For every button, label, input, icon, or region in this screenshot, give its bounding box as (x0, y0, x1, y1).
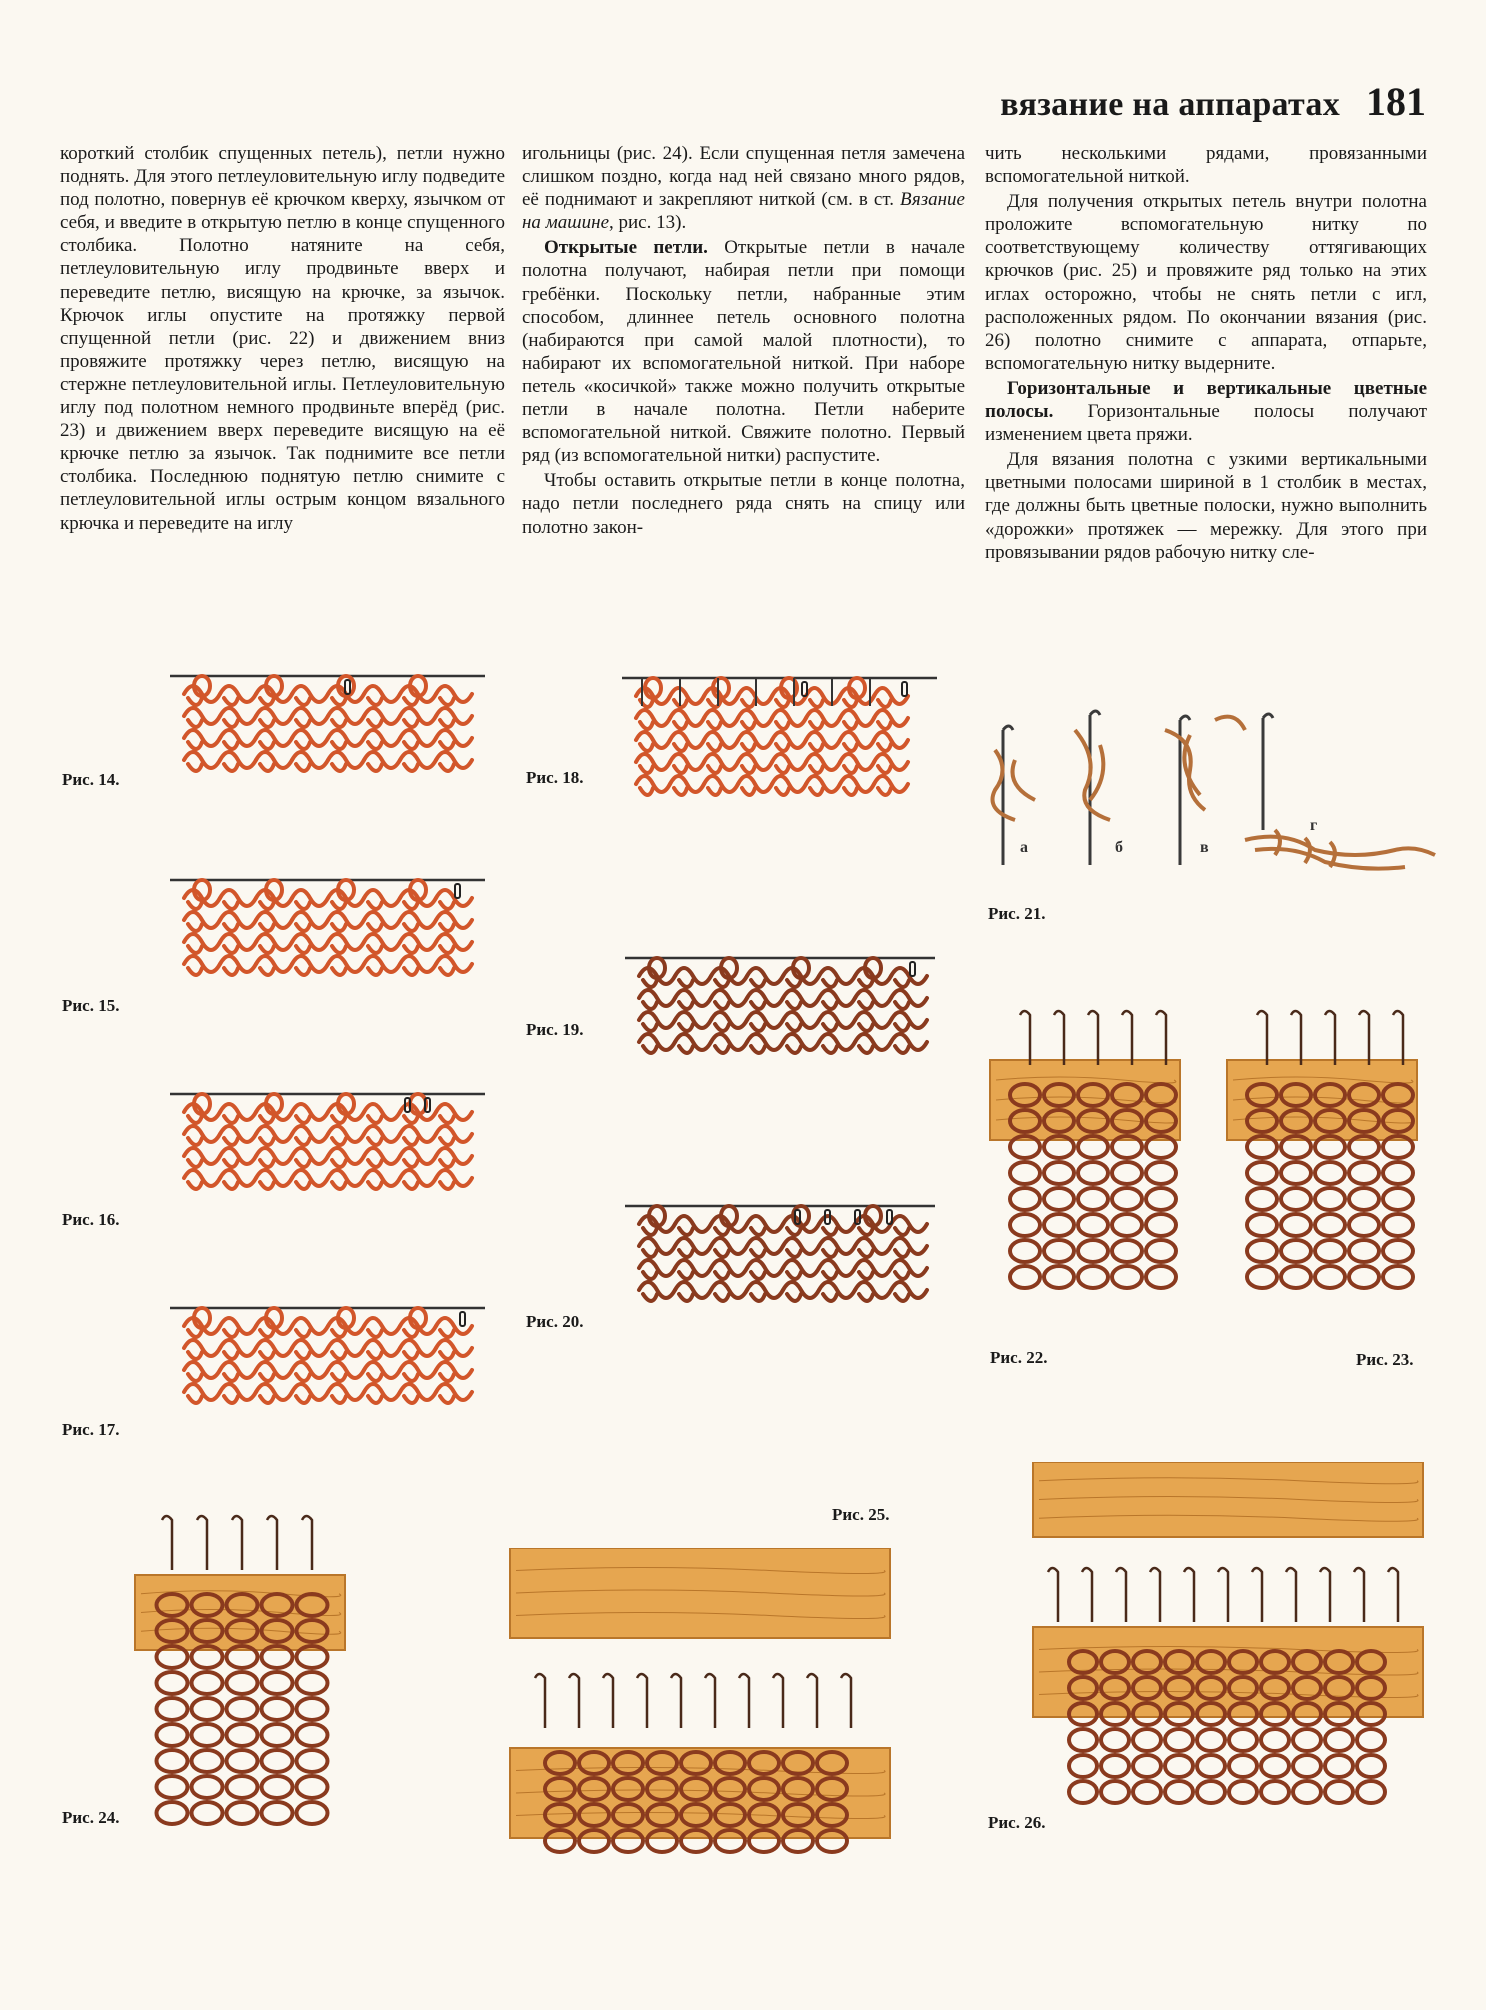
caption-fig-25: Рис. 25. (832, 1505, 890, 1524)
fig21-label-v: в (1200, 839, 1209, 856)
caption-fig-21: Рис. 21. (988, 904, 1046, 923)
text-column-2 (522, 142, 965, 541)
figure-14-stitch-diagram (170, 668, 490, 808)
figure-22-machine-diagram (985, 1000, 1185, 1310)
figure-24-machine-diagram (130, 1505, 350, 1835)
paragraph: игольницы (рис. 24). Если спущенная петля замечена слишком поздно, когда над ней связано много рядов, её поднимают и закрепляют ниткой (см. в ст. Вязание на машине, рис. 13). (522, 143, 965, 234)
caption-fig-24: Рис. 24. (62, 1808, 120, 1827)
caption-fig-18: Рис. 18. (526, 768, 584, 787)
paragraph: Для вязания полотна с узкими вертикальными цветными полосами шириной в 1 столбик в местах, где должны быть цветные полоски, нужно выполнить «дорожки» протяжек — мережку. Для этого при провязывании рядов рабочую нитку сле- (985, 449, 1427, 563)
caption-fig-14: Рис. 14. (62, 770, 120, 789)
figure-21-hook-steps (975, 690, 1440, 890)
figure-19-stitch-diagram (625, 950, 940, 1090)
figure-26-machine-diagram (1028, 1462, 1428, 1827)
paragraph: чить несколькими рядами, провязанными вспомогательной ниткой. (985, 143, 1427, 188)
caption-fig-20: Рис. 20. (526, 1312, 584, 1331)
text-column-3 (985, 142, 1427, 566)
caption-fig-16: Рис. 16. (62, 1210, 120, 1229)
figure-15-stitch-diagram (170, 872, 490, 1012)
section-title: вязание на аппаратах (1000, 86, 1340, 123)
paragraph: Чтобы оставить открытые петли в конце полотна, надо петли последнего ряда снять на спицу или полотно закон- (522, 470, 965, 538)
paragraph: короткий столбик спущенных петель), петли нужно поднять. Для этого петлеуловительную иглу подведите под полотно, повернув её крючком кверху, язычком от себя, и введите в открытую петлю в конце спущенного столбика. Полотно натяните на себя, петлеуловительную иглу продвиньте вверх и переведите петлю, висящую на крючке, за язычок. Крючок иглы опустите на протяжку первой спущенной петли (рис. 22) и движением вниз провяжите протяжку через петлю, висящую на стержне петлеуловительной иглы. Петлеуловительную иглу под полотном немного продвиньте вперёд (рис. 23) и движением вверх переведите висящую на её крючке петлю за язычок. Так поднимите все петли столбика. Последнюю поднятую петлю снимите с петлеуловительной иглы острым концом вязального крючка и переведите на иглу (60, 143, 505, 534)
figure-20-stitch-diagram (625, 1198, 940, 1338)
figure-16-stitch-diagram (170, 1086, 490, 1226)
caption-fig-17: Рис. 17. (62, 1420, 120, 1439)
figure-25-machine-diagram (505, 1548, 895, 1858)
figure-23-machine-diagram (1222, 1000, 1422, 1310)
running-header (1000, 78, 1426, 125)
paragraph: Для получения открытых петель внутри полотна проложите вспомогательную нитку по соответствующему количеству оттягивающих крючков (рис. 25) и провяжите ряд только на этих иглах осторожно, чтобы не снять петли с игл, расположенных рядом. По окончании вязания (рис. 26) полотно снимите с аппарата, отпарьте, вспомогательную нитку выдерните. (985, 191, 1427, 374)
fig21-label-g: г (1310, 817, 1318, 834)
page-number: 181 (1366, 79, 1426, 124)
figure-17-stitch-diagram (170, 1300, 490, 1440)
fig21-label-a: а (1020, 839, 1028, 856)
caption-fig-23: Рис. 23. (1356, 1350, 1414, 1369)
caption-fig-26: Рис. 26. (988, 1813, 1046, 1832)
caption-fig-19: Рис. 19. (526, 1020, 584, 1039)
figure-18-stitch-diagram (622, 670, 942, 840)
caption-fig-15: Рис. 15. (62, 996, 120, 1015)
paragraph: Горизонтальные и вертикальные цветные полосы. Горизонтальные полосы получают изменением цвета пряжи. (985, 377, 1427, 446)
subheading-color-stripes: Горизонтальные и вертикальные цветные полосы. (985, 377, 1427, 423)
fig21-label-b: б (1115, 839, 1123, 856)
subheading-open-loops: Открытые петли. (544, 237, 708, 259)
paragraph: Открытые петли. Открытые петли в начале полотна получают, набирая петли при помощи гребёнки. Поскольку петли, набранные этим способом, длиннее петель основного полотна (набираются при самой малой плотности), то набирают их вспомогательной ниткой. При наборе петель «косичкой» также можно получить открытые петли в начале полотна. Петли наберите вспомогательной ниткой. Свяжите полотно. Первый ряд (из вспомогательной нитки) распустите. (522, 237, 965, 467)
text-column-1 (60, 142, 505, 537)
article-reference: Вязание на машине (522, 189, 965, 234)
caption-fig-22: Рис. 22. (990, 1348, 1048, 1367)
